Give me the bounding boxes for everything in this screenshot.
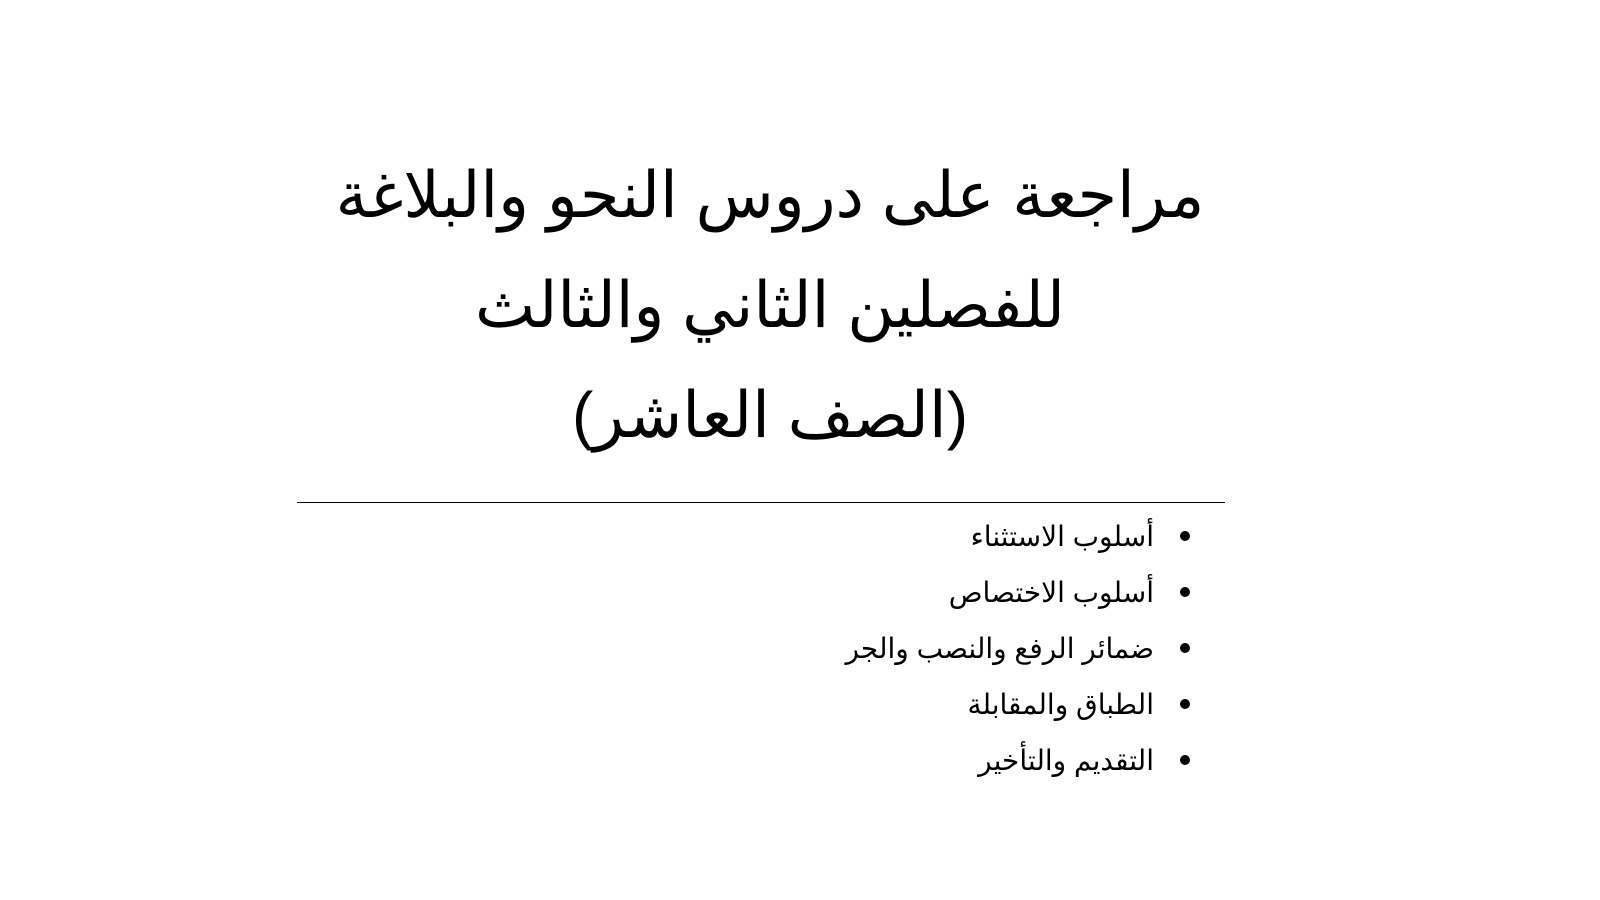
topic-label: التقديم والتأخير [978,744,1154,776]
bullet-icon [1180,699,1190,709]
topic-label: أسلوب الاستثناء [970,520,1154,552]
bullet-icon [1180,587,1190,597]
list-item [845,620,1190,676]
topics-list [845,508,1190,788]
bullet-icon [1180,643,1190,653]
bullet-icon [1180,755,1190,765]
list-item [845,508,1190,564]
title-line-3: (الصف العاشر) [571,379,969,451]
topic-label: أسلوب الاختصاص [948,576,1154,608]
topic-label: ضمائر الرفع والنصب والجر [845,632,1154,664]
list-item [845,732,1190,788]
slide-title [250,140,1290,470]
title-divider [297,502,1225,503]
list-item [845,676,1190,732]
bullet-icon [1180,531,1190,541]
title-line-1: مراجعة على دروس النحو والبلاغة [335,159,1205,231]
list-item [845,564,1190,620]
title-line-2: للفصلين الثاني والثالث [475,269,1065,341]
topic-label: الطباق والمقابلة [967,688,1154,720]
